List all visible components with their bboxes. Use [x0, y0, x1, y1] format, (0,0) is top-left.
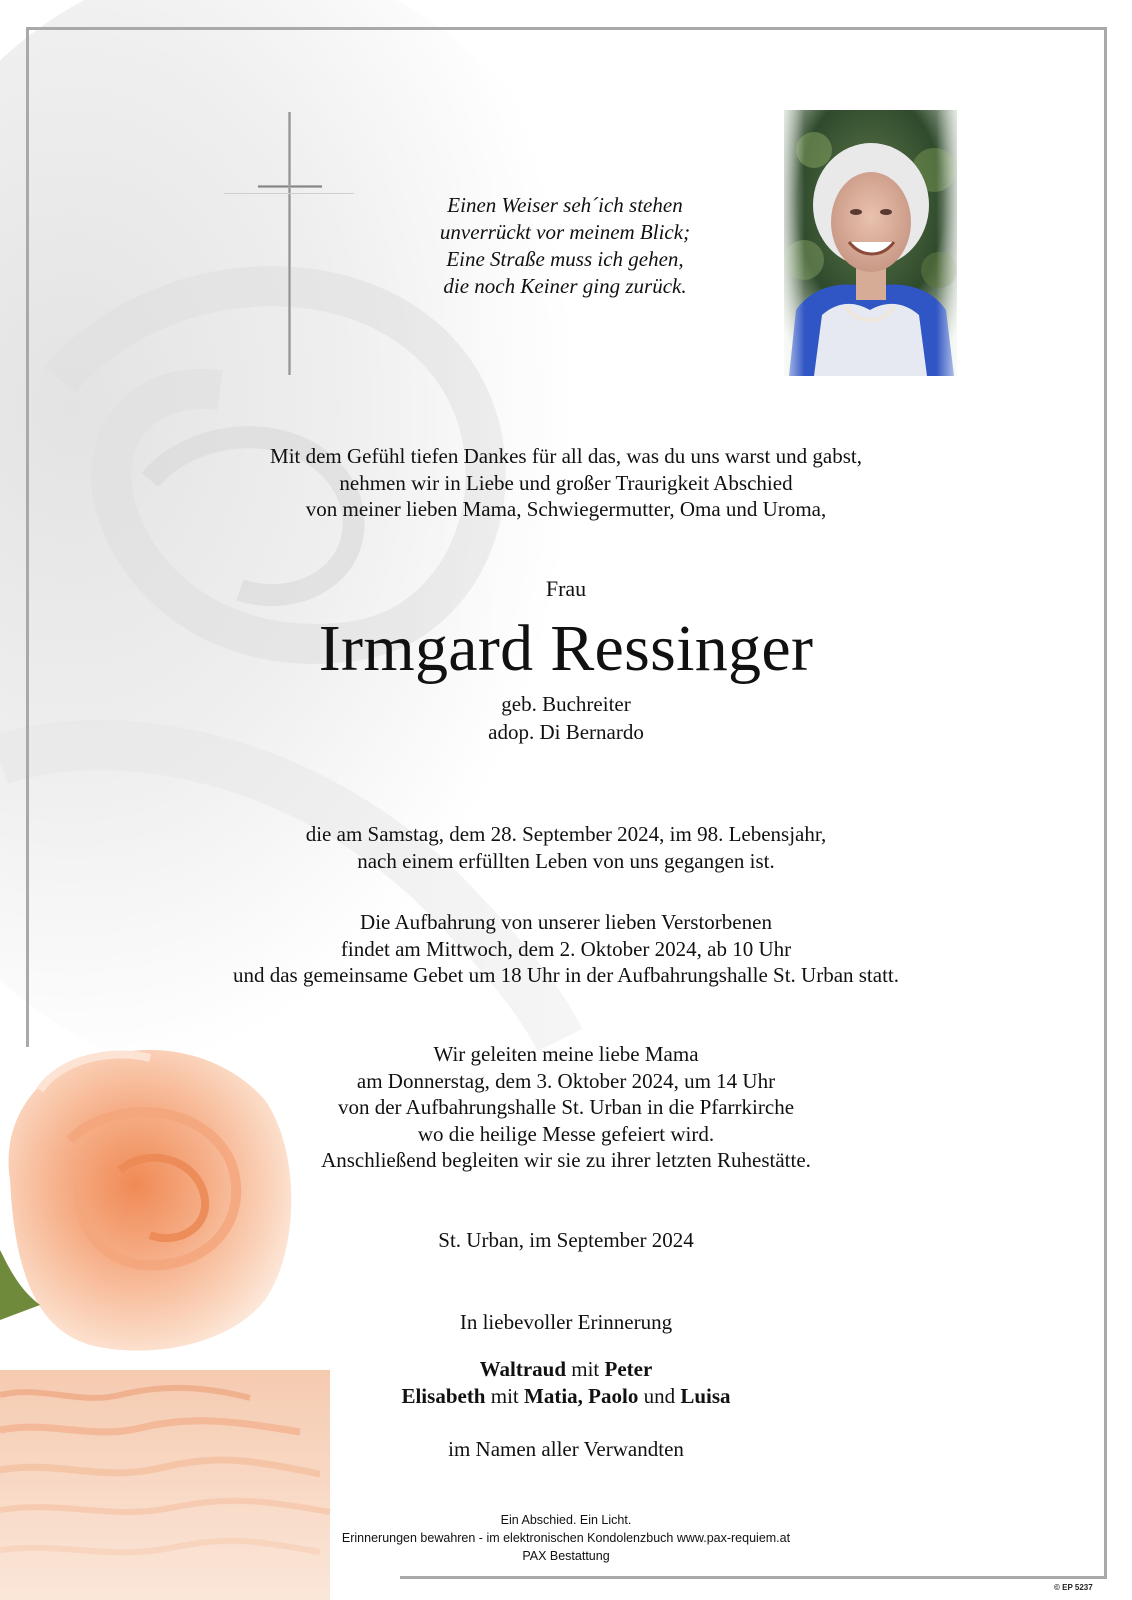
footer-tagline: Ein Abschied. Ein Licht. — [500, 1513, 632, 1527]
portrait-photo — [784, 110, 957, 376]
mourners-line-2 — [0, 1383, 1132, 1410]
footer-company: PAX Bestattung — [522, 1549, 610, 1563]
relatives-line: im Namen aller Verwandten — [448, 1437, 684, 1461]
verse-line: Einen Weiser seh´ich stehen — [447, 193, 683, 217]
death-line: nach einem erfüllten Leben von uns gegangen ist. — [357, 849, 775, 873]
wake-line: und das gemeinsame Gebet um 18 Uhr in der Aufbahrungshalle St. Urban statt. — [232, 963, 900, 987]
frame-top — [26, 27, 1106, 30]
intro-line: nehmen wir in Liebe und großer Traurigkeit Abschied — [339, 470, 793, 495]
footer — [0, 1511, 1132, 1565]
funeral-line: von der Aufbahrungshalle St. Urban in die Pfarrkirche — [337, 1095, 795, 1119]
mourners-line-1 — [0, 1356, 1132, 1383]
intro-line: von meiner lieben Mama, Schwiegermutter, Oma und Uroma, — [305, 497, 827, 521]
frame-bottom — [400, 1576, 1107, 1579]
frame-left — [26, 27, 29, 1047]
place-date: St. Urban, im September 2024 — [438, 1228, 694, 1252]
mourner-name: Peter — [604, 1357, 653, 1381]
verse-line: unverrückt vor meinem Blick; — [439, 220, 691, 244]
footer-condolence-link: Erinnerungen bewahren - im elektronischen Kondolenzbuch www.pax-requiem.at — [341, 1531, 791, 1545]
salutation: Frau — [545, 576, 587, 601]
mourner-name: Matia, Paolo — [524, 1384, 639, 1408]
funeral-line: wo die heilige Messe gefeiert wird. — [417, 1121, 715, 1146]
mourner-join: und — [638, 1384, 681, 1408]
verse-line: die noch Keiner ging zurück. — [443, 274, 687, 298]
adopted-name: adop. Di Bernardo — [488, 720, 644, 744]
funeral-notice — [0, 1041, 1132, 1174]
wake-notice — [0, 909, 1132, 989]
mourners — [0, 1356, 1132, 1410]
former-names — [0, 690, 1132, 746]
intro-line: Mit dem Gefühl tiefen Dankes für all das, was du uns warst und gabst, — [270, 444, 862, 468]
frame-right — [1104, 27, 1107, 1579]
mourner-join: mit — [566, 1357, 605, 1381]
funeral-line: Anschließend begleiten wir sie zu ihrer letzten Ruhestätte. — [321, 1148, 811, 1172]
memory-line: In liebevoller Erinnerung — [459, 1310, 673, 1334]
intro-text — [0, 443, 1132, 523]
wake-line: Die Aufbahrung von unserer lieben Verstorbenen — [360, 910, 772, 934]
mourner-name: Elisabeth — [401, 1384, 486, 1408]
maiden-name: geb. Buchreiter — [501, 692, 631, 716]
death-line: die am Samstag, dem 28. September 2024, im 98. Lebensjahr, — [305, 822, 827, 846]
death-notice — [0, 821, 1132, 875]
verse-line: Eine Straße muss ich gehen, — [446, 247, 684, 271]
template-code: © EP 5237 — [1054, 1583, 1093, 1592]
verse — [420, 192, 710, 300]
funeral-line: am Donnerstag, dem 3. Oktober 2024, um 14 Uhr — [356, 1068, 776, 1093]
mourner-name: Waltraud — [479, 1357, 567, 1381]
wake-line: findet am Mittwoch, dem 2. Oktober 2024, ab 10 Uhr — [340, 936, 792, 961]
funeral-line: Wir geleiten meine liebe Mama — [433, 1042, 699, 1066]
mourner-name: Luisa — [680, 1384, 731, 1408]
deceased-name: Irmgard Ressinger — [318, 612, 814, 685]
mourner-join: mit — [485, 1384, 525, 1408]
